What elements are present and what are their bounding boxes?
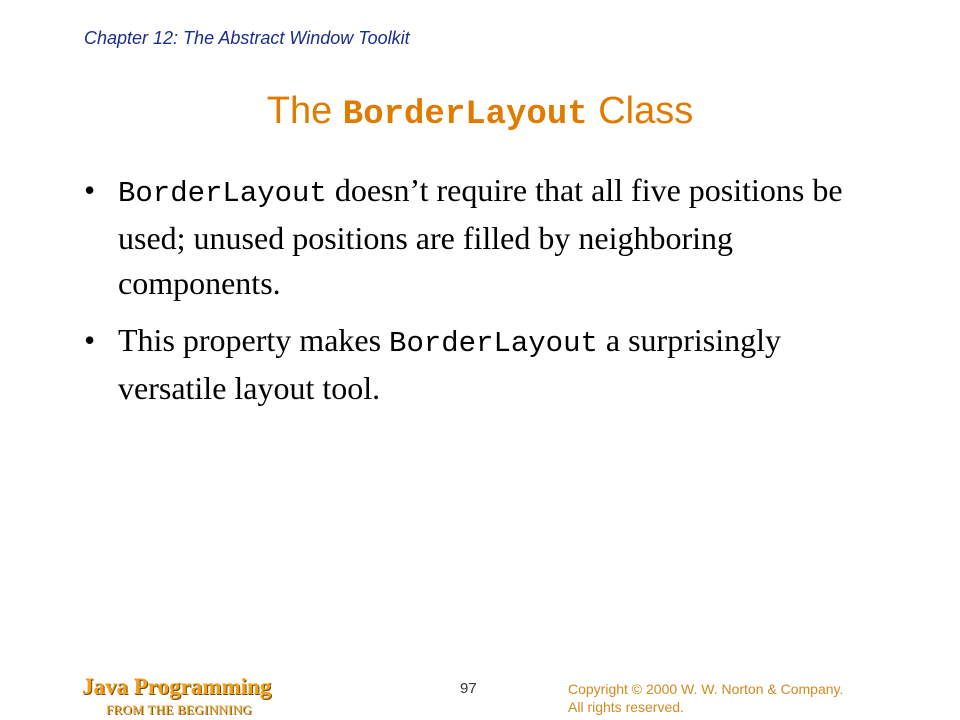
bullet-text-after: a surprisingly versatile layout tool. [118,322,781,406]
brand-title: Java Programming [82,674,272,699]
brand-subtitle: FROM THE BEGINNING [106,702,252,717]
bullet-item [84,318,854,411]
bullet-text: doesn’t require that all five positions be used; unused positions are filled by neighboring components. [118,172,843,301]
bullet-code: BorderLayout [389,327,598,360]
bullet-point-icon: • [84,172,96,208]
bullet-item [84,168,854,306]
copyright-line: Copyright © 2000 W. W. Norton & Company. [568,681,844,697]
title-code: BorderLayout [342,96,588,134]
page-number: 97 [460,680,477,697]
bullet-list [84,168,854,411]
bullet-point-icon: • [84,322,96,358]
title-suffix: Class [598,90,694,132]
bullet-code: BorderLayout [118,177,327,210]
bullet-text-before: This property makes [118,322,382,358]
slide-title [0,90,960,134]
title-prefix: The [266,90,333,132]
copyright-notice [568,680,843,716]
chapter-header: Chapter 12: The Abstract Window Toolkit [84,28,410,48]
copyright-line: All rights reserved. [568,699,684,715]
